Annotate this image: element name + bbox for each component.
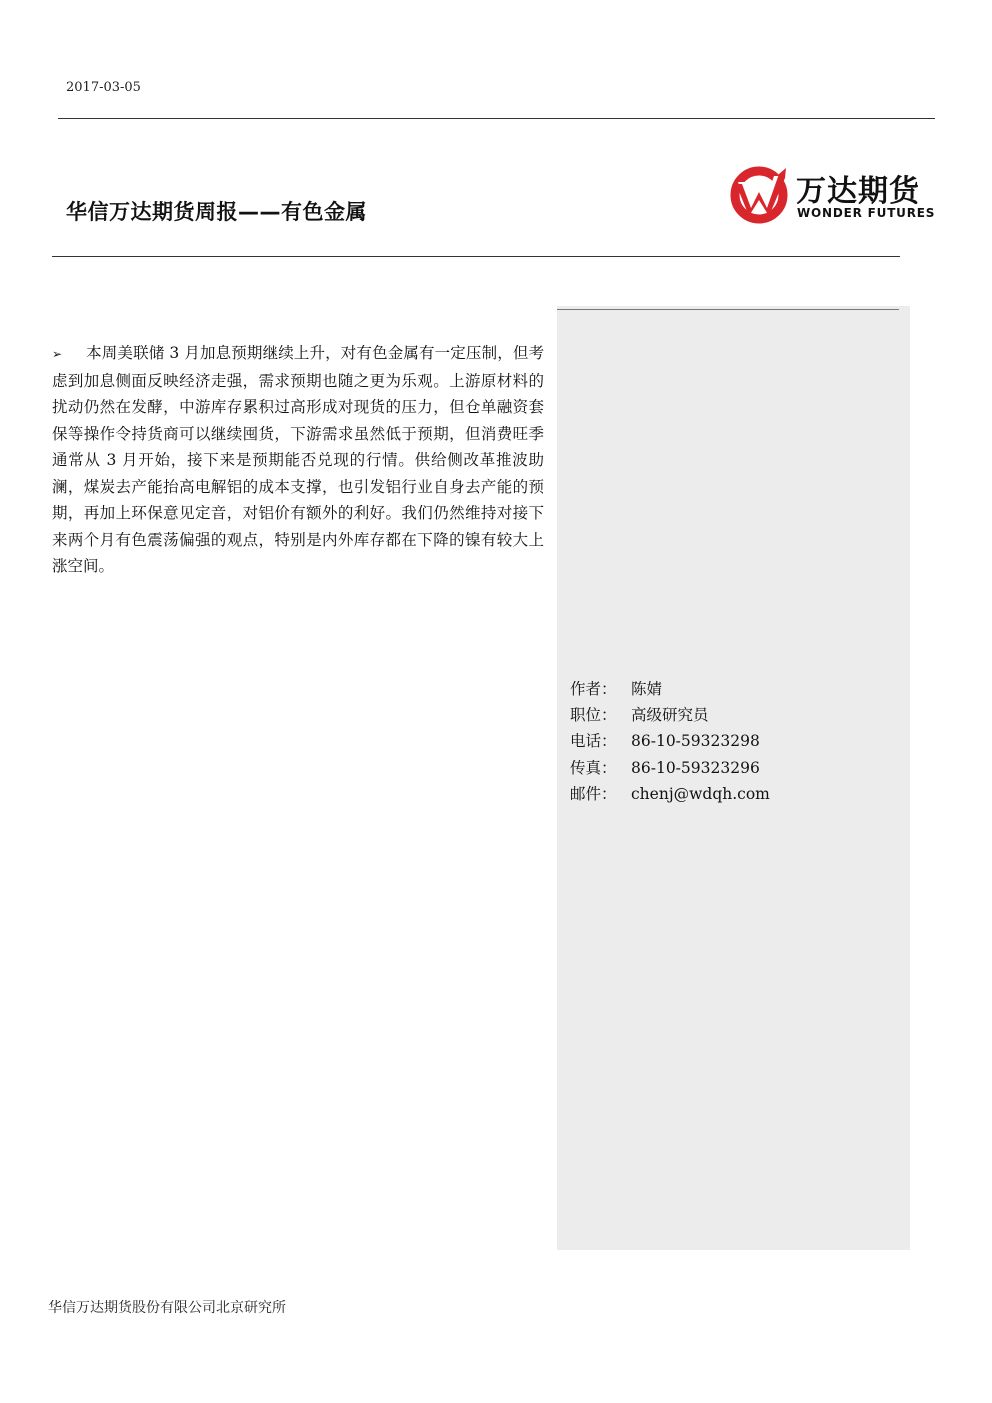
company-logo: [730, 162, 940, 226]
report-title: 华信万达期货周报——有色金属: [66, 200, 367, 224]
arrow-bullet-icon: ➢: [52, 347, 63, 361]
author-name: 陈婧: [631, 680, 663, 698]
author-position: 高级研究员: [631, 706, 709, 725]
author-email-label: 邮件：: [570, 784, 617, 803]
author-fax-label: 传真：: [570, 758, 617, 777]
author-phone-label: 电话：: [570, 732, 617, 751]
header-divider: [58, 118, 935, 119]
footer-organization: 华信万达期货股份有限公司北京研究所: [48, 1300, 286, 1316]
title-divider: [52, 256, 900, 257]
author-position-row: [570, 702, 770, 728]
author-position-label: 职位：: [570, 706, 617, 725]
author-name-row: [570, 676, 770, 702]
summary-paragraph: [52, 340, 544, 580]
sidebar-divider: [557, 309, 899, 310]
summary-text: 本周美联储 3 月加息预期继续上升，对有色金属有一定压制，但考虑到加息侧面反映经济走强，需求预期也随之更为乐观。上游原材料的扰动仍然在发酵，中游库存累积过高形成对现货的压力，但仓单融资套保等操作令持货商可以继续囤货，下游需求虽然低于预期，但消费旺季通常从 3 月开始，接下来是预期能否兑现的行情。供给侧改革推波助澜，煤炭去产能抬高电解铝的成本支撑，也引发铝行业自身去产能的预期，再加上环保意见定音，对铝价有额外的利好。我们仍然维持对接下来两个月有色震荡偏强的观点，特别是内外库存都在下降的镍有较大上涨空间。: [52, 344, 544, 575]
author-fax-row: [570, 755, 770, 781]
author-email: chenj@wdqh.com: [631, 784, 770, 803]
author-email-row: [570, 781, 770, 807]
wonder-futures-logo-icon: [730, 162, 792, 224]
logo-english-name: WONDER FUTURES: [797, 206, 936, 220]
author-phone-row: [570, 728, 770, 754]
author-phone: 86-10-59323298: [631, 732, 760, 751]
author-info: [570, 676, 770, 807]
author-name-label: 作者：: [570, 680, 617, 698]
report-date: 2017-03-05: [66, 80, 141, 95]
logo-chinese-name: 万达期货: [796, 174, 920, 209]
author-fax: 86-10-59323296: [631, 758, 760, 777]
